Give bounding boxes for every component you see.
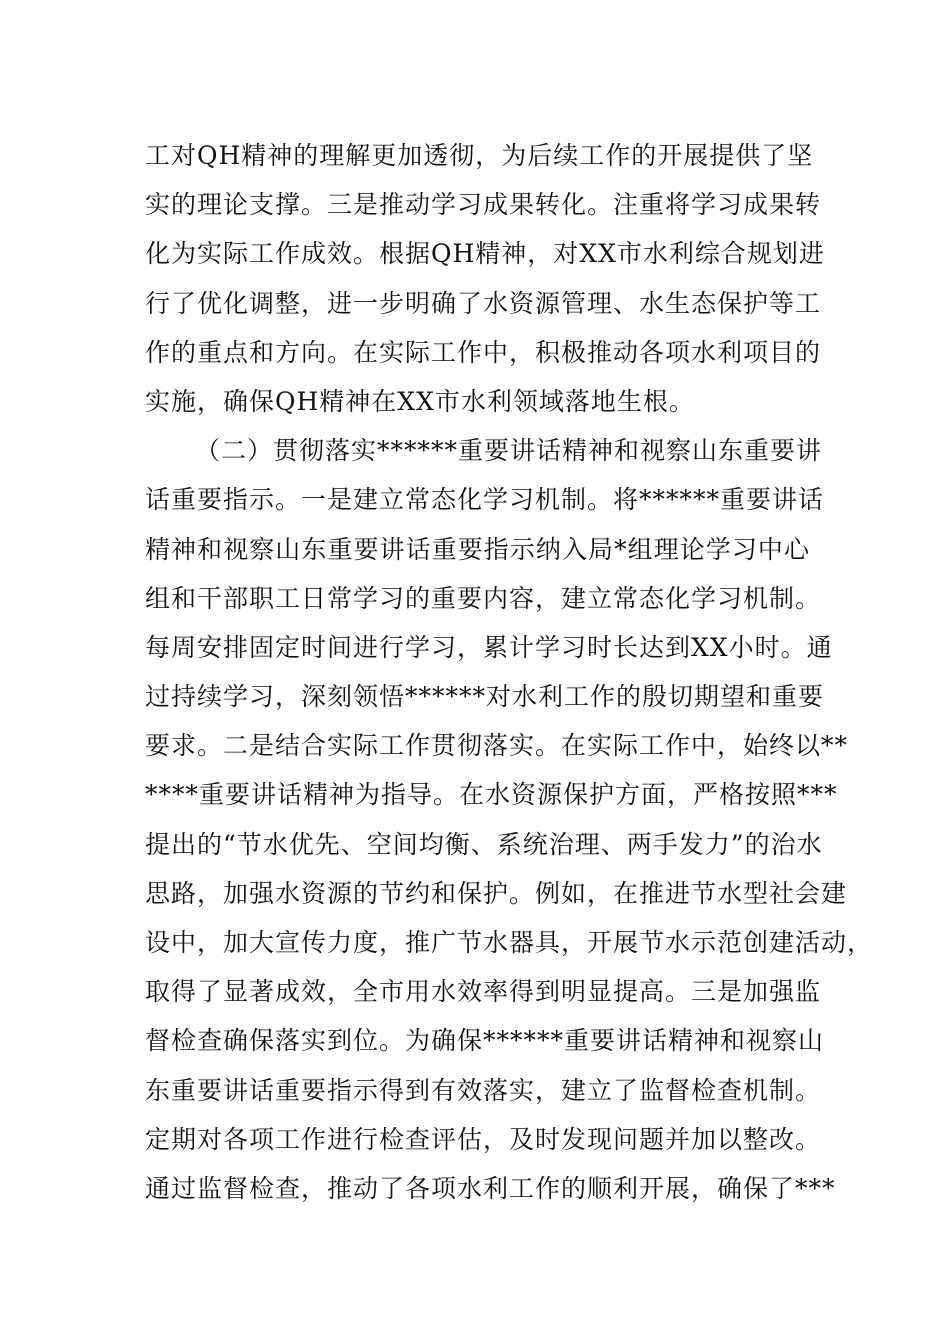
section-heading-line: （二）贯彻落实******重要讲话精神和视察山东重要讲 bbox=[195, 436, 823, 466]
text-line: 组和干部职工日常学习的重要内容，建立常态化学习机制。 bbox=[145, 583, 822, 613]
text-line: 定期对各项工作进行检查评估，及时发现问题并加以整改。 bbox=[145, 1124, 822, 1154]
text-line: ****重要讲话精神为指导。在水资源保护方面，严格按照*** bbox=[145, 780, 838, 810]
text-line: 要求。二是结合实际工作贯彻落实。在实际工作中，始终以** bbox=[145, 731, 849, 761]
text-line: 化为实际工作成效。根据QH精神，对XX市水利综合规划进 bbox=[145, 239, 825, 269]
text-line: 实的理论支撑。三是推动学习成果转化。注重将学习成果转 bbox=[145, 190, 822, 220]
text-line: 精神和视察山东重要讲话重要指示纳入局*组理论学习中心 bbox=[145, 534, 810, 564]
text-line: 思路，加强水资源的节约和保护。例如，在推进节水型社会建 bbox=[145, 878, 848, 908]
text-line: 话重要指示。一是建立常态化学习机制。将******重要讲话 bbox=[145, 485, 825, 515]
text-line: 工对QH精神的理解更加透彻，为后续工作的开展提供了坚 bbox=[145, 141, 814, 170]
text-line: 取得了显著成效，全市用水效率得到明显提高。三是加强监 bbox=[145, 977, 822, 1007]
text-line: 实施，确保QH精神在XX市水利领域落地生根。 bbox=[145, 386, 695, 416]
text-line: 提出的“节水优先、空间均衡、系统治理、两手发力”的治水 bbox=[145, 829, 823, 859]
text-line: 督检查确保落实到位。为确保******重要讲话精神和视察山 bbox=[145, 1026, 825, 1056]
text-line: 通过监督检查，推动了各项水利工作的顺利开展，确保了*** bbox=[145, 1173, 836, 1203]
text-line: 过持续学习，深刻领悟******对水利工作的殷切期望和重要 bbox=[145, 682, 825, 712]
text-line: 东重要讲话重要指示得到有效落实，建立了监督检查机制。 bbox=[145, 1075, 822, 1105]
text-line: 设中，加大宣传力度，推广节水器具，开展节水示范创建活动， bbox=[145, 928, 874, 957]
text-line: 行了优化调整，进一步明确了水资源管理、水生态保护等工 bbox=[145, 288, 822, 318]
body-text bbox=[145, 131, 874, 1213]
text-line: 每周安排固定时间进行学习，累计学习时长达到XX小时。通 bbox=[145, 632, 833, 662]
text-line: 作的重点和方向。在实际工作中，积极推动各项水利项目的 bbox=[145, 337, 822, 367]
